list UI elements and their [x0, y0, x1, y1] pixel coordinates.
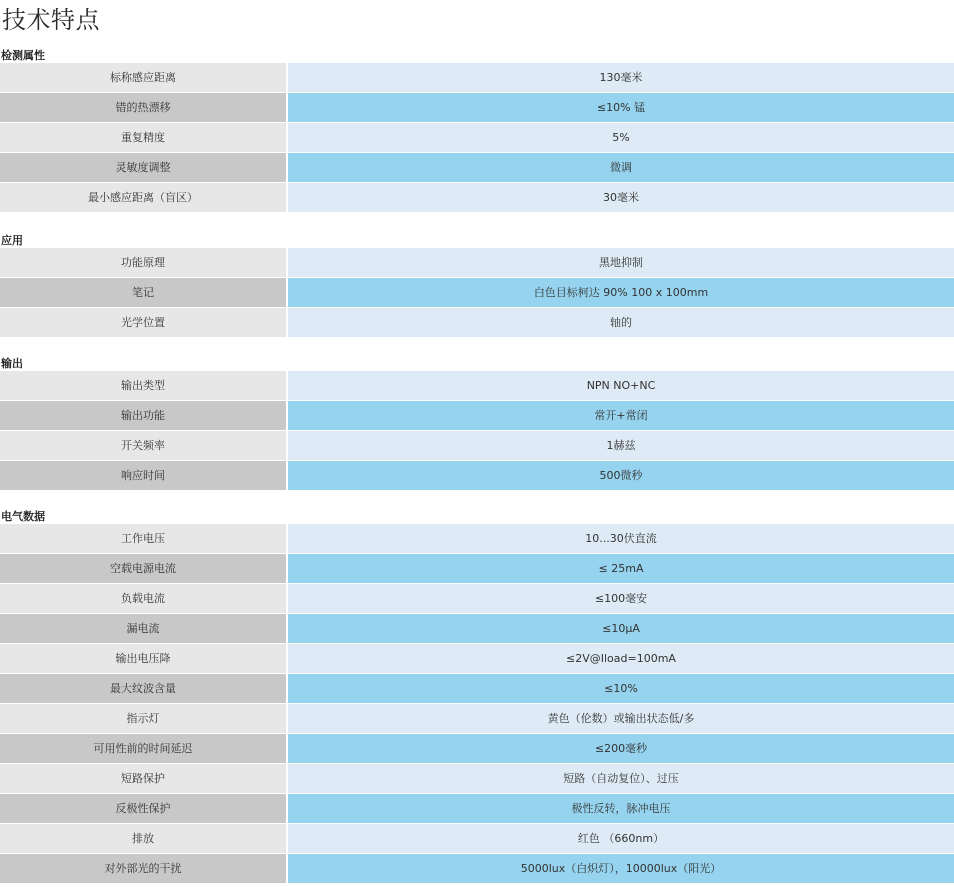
row-value: ≤200毫秒: [287, 734, 954, 764]
row-value: 10...30伏直流: [287, 524, 954, 554]
table-row: [0, 431, 954, 461]
table-row: [0, 63, 954, 93]
spec-table: [0, 524, 954, 884]
spec-table: [0, 371, 954, 491]
row-value: 红色 （660nm）: [287, 824, 954, 854]
row-value: ≤100毫安: [287, 584, 954, 614]
row-value: 黑地抑制: [287, 248, 954, 278]
row-value: ≤ 25mA: [287, 554, 954, 584]
row-label: 空载电源电流: [0, 554, 287, 584]
row-value: NPN NO+NC: [287, 371, 954, 401]
row-label: 反极性保护: [0, 794, 287, 824]
row-value: 极性反转，脉冲电压: [287, 794, 954, 824]
row-label: 输出电压降: [0, 644, 287, 674]
table-row: [0, 794, 954, 824]
section-title: 输出: [1, 357, 23, 370]
table-row: [0, 734, 954, 764]
spec-table: [0, 63, 954, 213]
table-row: [0, 584, 954, 614]
table-row: [0, 644, 954, 674]
row-value: 黄色（伦数）或输出状态低/多: [287, 704, 954, 734]
table-row: [0, 524, 954, 554]
section-title: 检测属性: [1, 49, 45, 62]
section-application: [0, 234, 954, 338]
table-row: [0, 854, 954, 884]
table-row: [0, 248, 954, 278]
table-row: [0, 704, 954, 734]
table-row: [0, 401, 954, 431]
row-label: 负载电流: [0, 584, 287, 614]
row-value: 微调: [287, 153, 954, 183]
row-value: ≤10% 锰: [287, 93, 954, 123]
table-row: [0, 183, 954, 213]
row-value: 30毫米: [287, 183, 954, 213]
row-label: 短路保护: [0, 764, 287, 794]
row-label: 对外部光的干扰: [0, 854, 287, 884]
row-label: 指示灯: [0, 704, 287, 734]
row-label: 响应时间: [0, 461, 287, 491]
row-label: 最小感应距离（盲区）: [0, 183, 287, 213]
row-label: 灵敏度调整: [0, 153, 287, 183]
row-value: 1赫兹: [287, 431, 954, 461]
row-label: 开关频率: [0, 431, 287, 461]
table-row: [0, 153, 954, 183]
table-row: [0, 674, 954, 704]
row-value: 短路（自动复位）、过压: [287, 764, 954, 794]
row-value: 500微秒: [287, 461, 954, 491]
section-title: 应用: [1, 234, 23, 247]
row-value: ≤10%: [287, 674, 954, 704]
table-row: [0, 614, 954, 644]
row-value: 5000lux（白炽灯），10000lux（阳光）: [287, 854, 954, 884]
row-value: 白色目标柯达 90% 100 x 100mm: [287, 278, 954, 308]
section-electrical-data: [0, 510, 954, 884]
section-output: [0, 357, 954, 491]
table-row: [0, 461, 954, 491]
row-label: 最大纹波含量: [0, 674, 287, 704]
row-label: 笔记: [0, 278, 287, 308]
row-label: 标称感应距离: [0, 63, 287, 93]
table-row: [0, 824, 954, 854]
row-label: 功能原理: [0, 248, 287, 278]
row-label: 输出类型: [0, 371, 287, 401]
row-label: 错的热漂移: [0, 93, 287, 123]
table-row: [0, 371, 954, 401]
table-row: [0, 123, 954, 153]
table-row: [0, 764, 954, 794]
section-title: 电气数据: [1, 510, 45, 523]
row-label: 工作电压: [0, 524, 287, 554]
table-row: [0, 93, 954, 123]
table-row: [0, 278, 954, 308]
row-label: 漏电流: [0, 614, 287, 644]
table-row: [0, 554, 954, 584]
row-value: 5%: [287, 123, 954, 153]
row-value: 130毫米: [287, 63, 954, 93]
spec-table: [0, 248, 954, 338]
row-label: 光学位置: [0, 308, 287, 338]
row-value: 轴的: [287, 308, 954, 338]
section-detection-properties: [0, 49, 954, 213]
row-label: 可用性前的时间延迟: [0, 734, 287, 764]
row-label: 重复精度: [0, 123, 287, 153]
row-label: 排放: [0, 824, 287, 854]
row-value: 常开+常闭: [287, 401, 954, 431]
row-value: ≤10μA: [287, 614, 954, 644]
row-label: 输出功能: [0, 401, 287, 431]
table-row: [0, 308, 954, 338]
row-value: ≤2V@Iload=100mA: [287, 644, 954, 674]
page-title: 技术特点: [2, 6, 100, 34]
